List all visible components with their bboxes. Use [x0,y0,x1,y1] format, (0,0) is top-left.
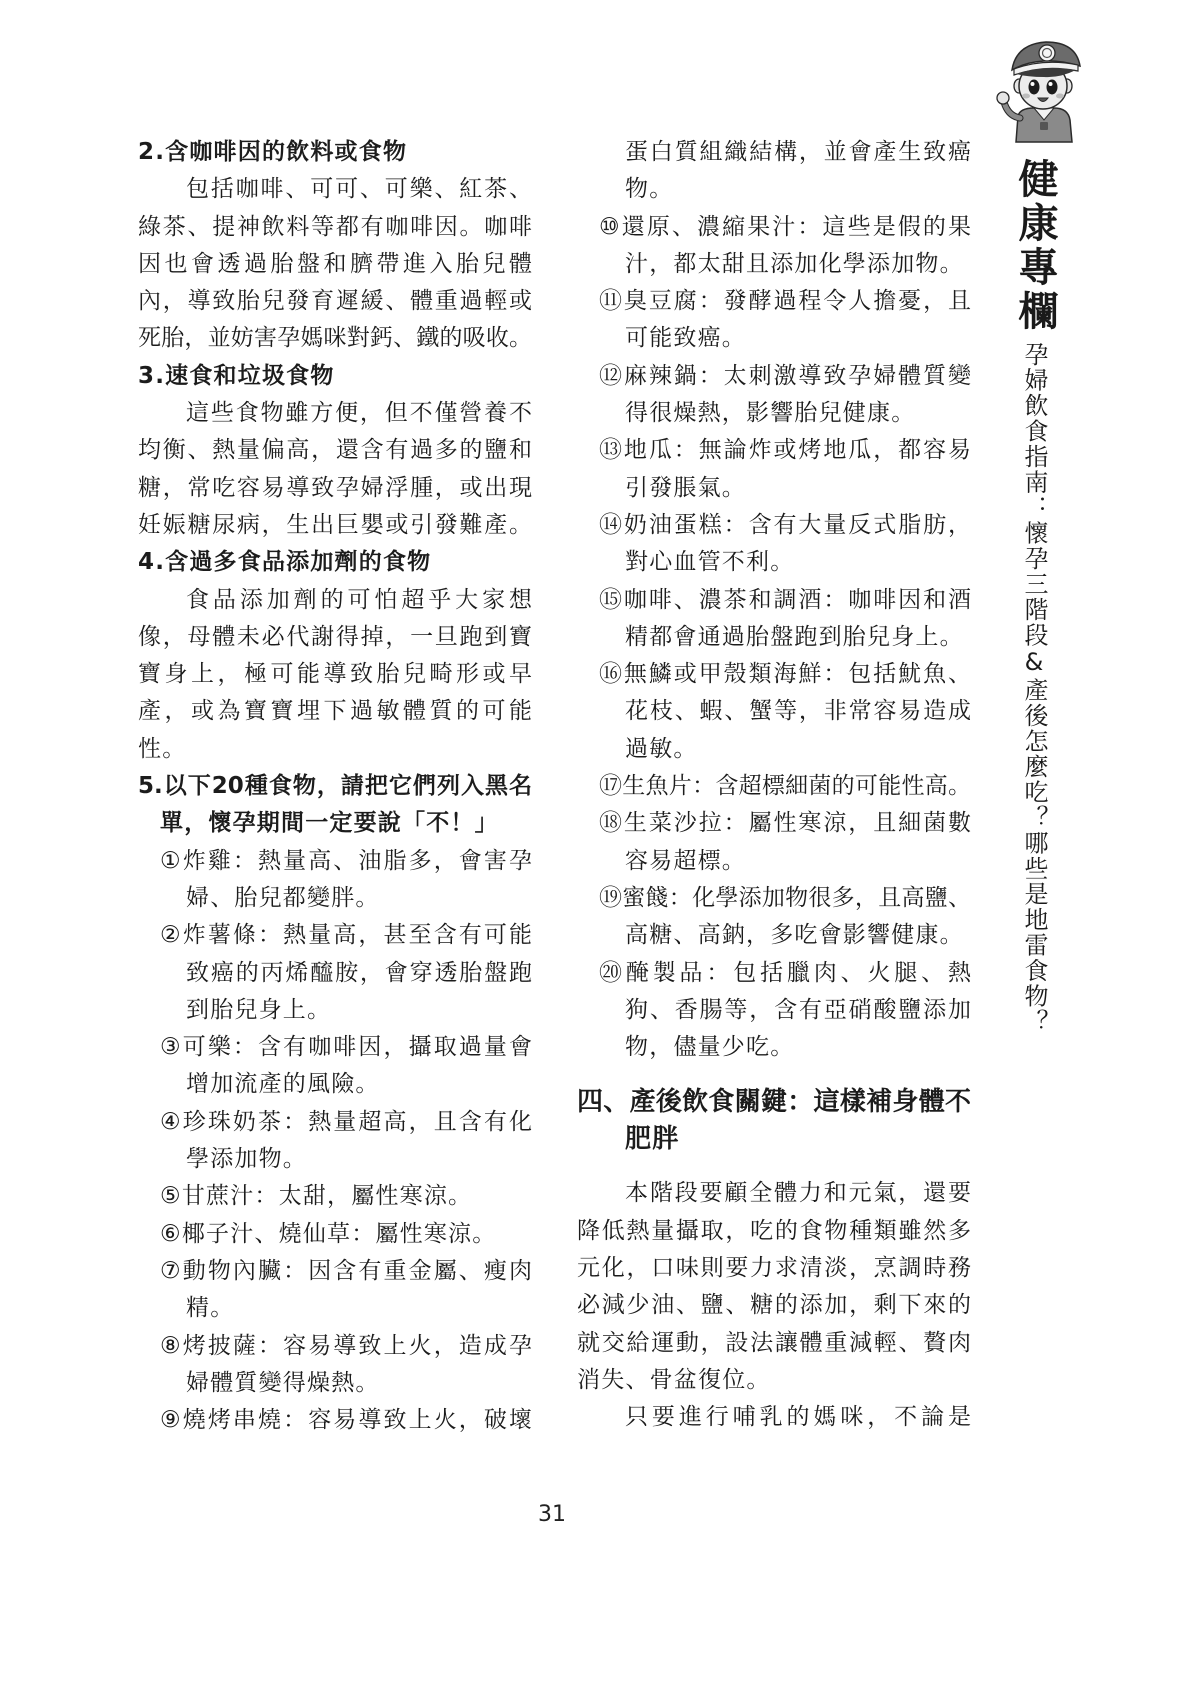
blacklist-item [577,955,971,1067]
text-line: ③可樂：含有咖啡因，攝取過量會 [160,1034,532,1061]
text-line: 寶身上，極可能導致胎兒畸形或早 [138,661,532,688]
text-line: 得很燥熱，影響胎兒健康。 [625,400,916,427]
text-line: 妊娠糖尿病，生出巨嬰或引發難產。 [138,511,532,538]
blacklist-item [138,1328,532,1403]
section-heading: 2.含咖啡因的飲料或食物 [138,139,408,165]
article-title: 孕婦飲食指南：懷孕三階段&產後怎麼吃？哪些是地雷食物？ [1020,342,1048,1035]
text-line: ⑮咖啡、濃茶和調酒：咖啡因和酒 [599,586,971,613]
text-line: 高糖、高鈉，多吃會影響健康。 [625,922,964,949]
text-line: 只要進行哺乳的媽咪，不論是 [625,1404,971,1431]
text-line: 包括咖啡、可可、可樂、紅茶、 [186,176,532,203]
text-line: ⑤甘蔗汁：太甜，屬性寒涼。 [160,1183,473,1210]
text-line: 婦、胎兒都變胖。 [186,884,380,911]
text-line: ⑲蜜餞：化學添加物很多，且高鹽、 [599,884,971,911]
text-line: 婦體質變得燥熱。 [186,1369,380,1396]
blacklist-item [138,1253,532,1328]
text-line: 增加流產的風險。 [186,1071,380,1098]
text-line: 糖，常吃容易導致孕婦浮腫，或出現 [138,474,532,501]
text-line: 食品添加劑的可怕超乎大家想 [186,586,532,613]
text-line: ⑥椰子汁、燒仙草：屬性寒涼。 [160,1220,497,1247]
text-line: ④珍珠奶茶：熱量超高，且含有化 [160,1108,532,1135]
blacklist-item [577,209,971,284]
text-line: ⑬地瓜：無論炸或烤地瓜，都容易 [599,437,971,464]
left-text-column [138,134,532,1439]
blacklist-item [577,656,971,768]
text-line: 像，母體未必代謝得掉，一旦跑到寶 [138,623,532,650]
text-line: ⑫麻辣鍋：太刺激導致孕婦體質變 [599,362,971,389]
text-line: 過敏。 [625,735,698,762]
text-line: 消失、骨盆復位。 [577,1366,771,1393]
section-heading: 5.以下20種食物，請把它們列入黑名 [138,773,532,800]
text-line: 內，導致胎兒發育遲緩、體重過輕或 [138,288,532,315]
text-line: ⑧烤披薩：容易導致上火，造成孕 [160,1332,532,1359]
text-line: 可能致癌。 [625,325,746,352]
section-title: 肥胖 [625,1124,680,1155]
blacklist-item [577,582,971,657]
section-additives [138,544,532,768]
text-line: 學添加物。 [186,1146,307,1173]
text-line: 精。 [186,1295,235,1322]
text-line: ⑯無鱗或甲殼類海鮮：包括魷魚、 [599,661,971,688]
section-postpartum [577,1084,971,1436]
section-caffeine [138,134,532,358]
paragraph [577,1399,971,1436]
text-line: ⑨燒烤串燒：容易導致上火，破壞 [160,1407,532,1434]
blacklist-item [577,507,971,582]
blacklist-item [138,1104,532,1179]
mascot-illustration [990,36,1092,144]
blacklist-item [138,843,532,918]
blacklist-item [577,432,971,507]
text-line: 性。 [138,735,187,762]
text-line: 物，儘量少吃。 [625,1034,795,1061]
text-line: 致癌的丙烯醯胺，會穿透胎盤跑 [186,959,532,986]
text-line: 引發脹氣。 [625,474,746,501]
text-line: 精都會通過胎盤跑到胎兒身上。 [625,623,964,650]
text-line: ⑭奶油蛋糕：含有大量反式脂肪， [599,511,971,538]
text-line: ⑰生魚片：含超標細菌的可能性高。 [599,773,971,800]
text-line: 元化，口味則要力求清淡，烹調時務 [577,1255,971,1282]
section-heading: 3.速食和垃圾食物 [138,362,335,389]
text-line: ⑦動物內臟：因含有重金屬、瘦肉 [160,1257,532,1284]
text-line: ⑳醃製品：包括臘肉、火腿、熱 [599,959,971,986]
mascot-icon [990,36,1092,144]
section-heading: 單，懷孕期間一定要說「不！」 [160,810,499,837]
blacklist-item [138,1402,532,1439]
blacklist-item [577,283,971,358]
section-heading: 4.含過多食品添加劑的食物 [138,549,432,576]
text-line: 本階段要顧全體力和元氣，還要 [625,1180,971,1207]
text-line: 容易超標。 [625,847,746,874]
page-number: 31 [538,1502,566,1527]
section-title: 四、產後飲食關鍵：這樣補身體不 [577,1087,971,1118]
text-line: ①炸雞：熱量高、油脂多，會害孕 [160,847,532,874]
paragraph [577,1175,971,1399]
blacklist-item-continued [577,134,971,209]
blacklist-item [577,805,971,880]
text-line: 死胎，並妨害孕媽咪對鈣、鐵的吸收。 [138,325,532,352]
blacklist-item [138,917,532,1029]
text-line: 均衡、熱量偏高，還含有過多的鹽和 [138,437,532,464]
blacklist-item [577,768,971,805]
text-line: 對心血管不利。 [625,549,795,576]
section-blacklist [138,768,532,1439]
text-line: 汁，都太甜且添加化學添加物。 [625,250,964,277]
text-line: 降低熱量攝取，吃的食物種類雖然多 [577,1217,971,1244]
text-line: 產，或為寶寶埋下過敏體質的可能 [138,698,532,725]
text-line: 綠茶、提神飲料等都有咖啡因。咖啡 [138,213,532,240]
blacklist-item [138,1029,532,1104]
text-line: ⑩還原、濃縮果汁：這些是假的果 [599,213,971,240]
text-line: ②炸薯條：熱量高，甚至含有可能 [160,922,532,949]
blacklist-item [138,1178,532,1215]
text-line: 狗、香腸等，含有亞硝酸鹽添加 [625,996,971,1023]
text-line: 這些食物雖方便，但不僅營養不 [186,400,532,427]
text-line: 因也會透過胎盤和臍帶進入胎兒體 [138,250,532,277]
blacklist-item [138,1216,532,1253]
text-line: 蛋白質組織結構，並會產生致癌 [625,139,971,165]
text-line: 必減少油、鹽、糖的添加，剩下來的 [577,1292,971,1319]
section-fast-food [138,358,532,544]
text-line: ⑱生菜沙拉：屬性寒涼，且細菌數 [599,810,971,837]
text-line: 到胎兒身上。 [186,996,332,1023]
column-title: 健康專欄 [1012,158,1059,334]
right-text-column [577,134,971,1437]
blacklist-item [577,880,971,955]
text-line: 就交給運動，設法讓體重減輕、贅肉 [577,1329,971,1356]
blacklist-item [577,358,971,433]
text-line: 花枝、蝦、蟹等，非常容易造成 [625,698,971,725]
text-line: ⑪臭豆腐：發酵過程令人擔憂，且 [599,288,971,315]
text-line: 物。 [625,176,674,203]
